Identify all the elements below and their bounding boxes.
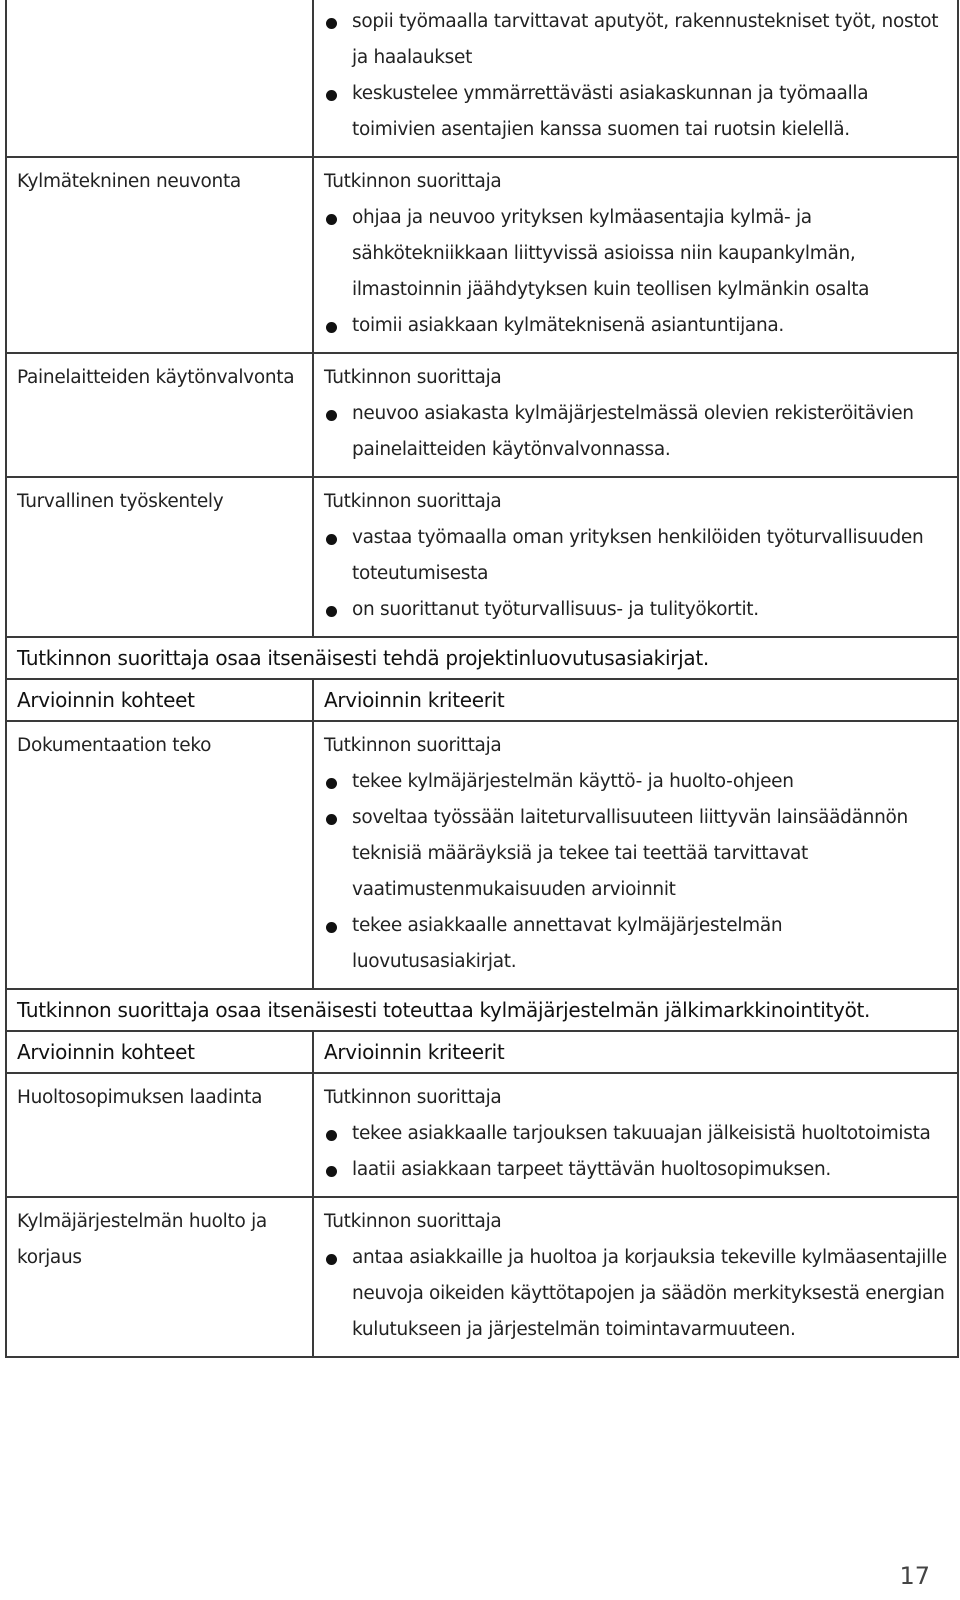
assessment-criteria-cell xyxy=(313,157,958,353)
bullet-icon xyxy=(326,922,337,933)
criteria-bullet-item xyxy=(324,4,947,76)
bullet-icon xyxy=(326,18,337,29)
criteria-bullet-list xyxy=(324,1240,947,1348)
criteria-lead-text: Tutkinnon suorittaja xyxy=(324,367,502,388)
assessment-criteria-cell xyxy=(313,0,958,157)
assessment-target-cell: Huoltosopimuksen laadinta xyxy=(6,1073,313,1197)
criteria-bullet-text: tekee asiakkaalle annettavat kylmäjärjestelmän luovutusasiakirjat. xyxy=(352,915,783,972)
assessment-criteria-cell xyxy=(313,1073,958,1197)
column-header-criteria: Arvioinnin kriteerit xyxy=(313,679,958,721)
assessment-criteria-cell xyxy=(313,477,958,637)
criteria-bullet-text: antaa asiakkaille ja huoltoa ja korjauksia tekeville kylmäasentajille neuvoja oikeiden käyttötapojen ja säädön merkityksestä energian kulutukseen ja järjestelmän toimintavarmuuteen. xyxy=(352,1247,947,1340)
criteria-lead-text: Tutkinnon suorittaja xyxy=(324,1087,502,1108)
bullet-icon xyxy=(326,534,337,545)
criteria-bullet-list xyxy=(324,200,947,344)
criteria-bullet-item xyxy=(324,1116,947,1152)
criteria-bullet-item xyxy=(324,1152,947,1188)
section-title-row xyxy=(6,989,958,1031)
criteria-bullet-text: sopii työmaalla tarvittavat aputyöt, rakennustekniset työt, nostot ja haalaukset xyxy=(352,11,939,68)
bullet-icon xyxy=(326,778,337,789)
assessment-target-cell: Kylmäjärjestelmän huolto ja korjaus xyxy=(6,1197,313,1357)
column-header-row xyxy=(6,1031,958,1073)
bullet-icon xyxy=(326,90,337,101)
bullet-icon xyxy=(326,814,337,825)
bullet-icon xyxy=(326,1130,337,1141)
criteria-lead-text: Tutkinnon suorittaja xyxy=(324,171,502,192)
bullet-icon xyxy=(326,606,337,617)
criteria-bullet-text: on suorittanut työturvallisuus- ja tulityökortit. xyxy=(352,599,759,620)
criteria-lead-text: Tutkinnon suorittaja xyxy=(324,1211,502,1232)
criteria-bullet-item xyxy=(324,200,947,308)
criteria-row xyxy=(6,157,958,353)
criteria-bullet-text: neuvoo asiakasta kylmäjärjestelmässä olevien rekisteröitävien painelaitteiden käytönvalvonnassa. xyxy=(352,403,914,460)
criteria-bullet-text: laatii asiakkaan tarpeet täyttävän huoltosopimuksen. xyxy=(352,1159,831,1180)
bullet-icon xyxy=(326,1166,337,1177)
criteria-row xyxy=(6,477,958,637)
assessment-criteria-cell xyxy=(313,353,958,477)
criteria-bullet-item xyxy=(324,592,947,628)
assessment-target-cell: Dokumentaation teko xyxy=(6,721,313,989)
criteria-bullet-text: soveltaa työssään laiteturvallisuuteen liittyvän lainsäädännön teknisiä määräyksiä ja tekee tai teettää tarvittavat vaatimustenmukaisuuden arvioinnit xyxy=(352,807,908,900)
criteria-bullet-item xyxy=(324,1240,947,1348)
assessment-criteria-cell xyxy=(313,721,958,989)
column-header-row xyxy=(6,679,958,721)
assessment-target-cell: Turvallinen työskentely xyxy=(6,477,313,637)
bullet-icon xyxy=(326,214,337,225)
criteria-bullet-list xyxy=(324,1116,947,1188)
bullet-icon xyxy=(326,1254,337,1265)
assessment-target-cell: Painelaitteiden käytönvalvonta xyxy=(6,353,313,477)
criteria-bullet-item xyxy=(324,396,947,468)
column-header-targets: Arvioinnin kohteet xyxy=(6,679,313,721)
criteria-bullet-list xyxy=(324,396,947,468)
criteria-bullet-text: ohjaa ja neuvoo yrityksen kylmäasentajia kylmä- ja sähkötekniikkaan liittyvissä asioissa niin kaupankylmän, ilmastoinnin jäähdytyksen kuin teollisen kylmänkin osalta xyxy=(352,207,870,300)
assessment-target-cell: Kylmätekninen neuvonta xyxy=(6,157,313,353)
criteria-bullet-item xyxy=(324,308,947,344)
criteria-bullet-text: tekee kylmäjärjestelmän käyttö- ja huolto-ohjeen xyxy=(352,771,794,792)
criteria-bullet-item xyxy=(324,764,947,800)
criteria-bullet-text: keskustelee ymmärrettävästi asiakaskunnan ja työmaalla toimivien asentajien kanssa suomen tai ruotsin kielellä. xyxy=(352,83,869,140)
section-title: Tutkinnon suorittaja osaa itsenäisesti toteuttaa kylmäjärjestelmän jälkimarkkinointityöt. xyxy=(6,989,958,1031)
criteria-bullet-item xyxy=(324,520,947,592)
criteria-row xyxy=(6,1073,958,1197)
page-number: 17 xyxy=(899,1562,930,1590)
criteria-bullet-item xyxy=(324,908,947,980)
section-title-row xyxy=(6,637,958,679)
criteria-bullet-text: vastaa työmaalla oman yrityksen henkilöiden työturvallisuuden toteutumisesta xyxy=(352,527,924,584)
document-page xyxy=(5,0,957,1358)
criteria-bullet-item xyxy=(324,800,947,908)
criteria-bullet-list xyxy=(324,764,947,980)
bullet-icon xyxy=(326,410,337,421)
criteria-bullet-text: toimii asiakkaan kylmäteknisenä asiantuntijana. xyxy=(352,315,784,336)
column-header-criteria: Arvioinnin kriteerit xyxy=(313,1031,958,1073)
bullet-icon xyxy=(326,322,337,333)
assessment-target-cell xyxy=(6,0,313,157)
section-title: Tutkinnon suorittaja osaa itsenäisesti tehdä projektinluovutusasiakirjat. xyxy=(6,637,958,679)
assessment-criteria-cell xyxy=(313,1197,958,1357)
criteria-row xyxy=(6,1197,958,1357)
column-header-targets: Arvioinnin kohteet xyxy=(6,1031,313,1073)
criteria-bullet-list xyxy=(324,520,947,628)
criteria-lead-text: Tutkinnon suorittaja xyxy=(324,491,502,512)
criteria-table xyxy=(5,0,959,1358)
criteria-bullet-text: tekee asiakkaalle tarjouksen takuuajan jälkeisistä huoltotoimista xyxy=(352,1123,931,1144)
criteria-row xyxy=(6,0,958,157)
criteria-lead-text: Tutkinnon suorittaja xyxy=(324,735,502,756)
criteria-row xyxy=(6,721,958,989)
criteria-row xyxy=(6,353,958,477)
criteria-bullet-list xyxy=(324,4,947,148)
criteria-bullet-item xyxy=(324,76,947,148)
